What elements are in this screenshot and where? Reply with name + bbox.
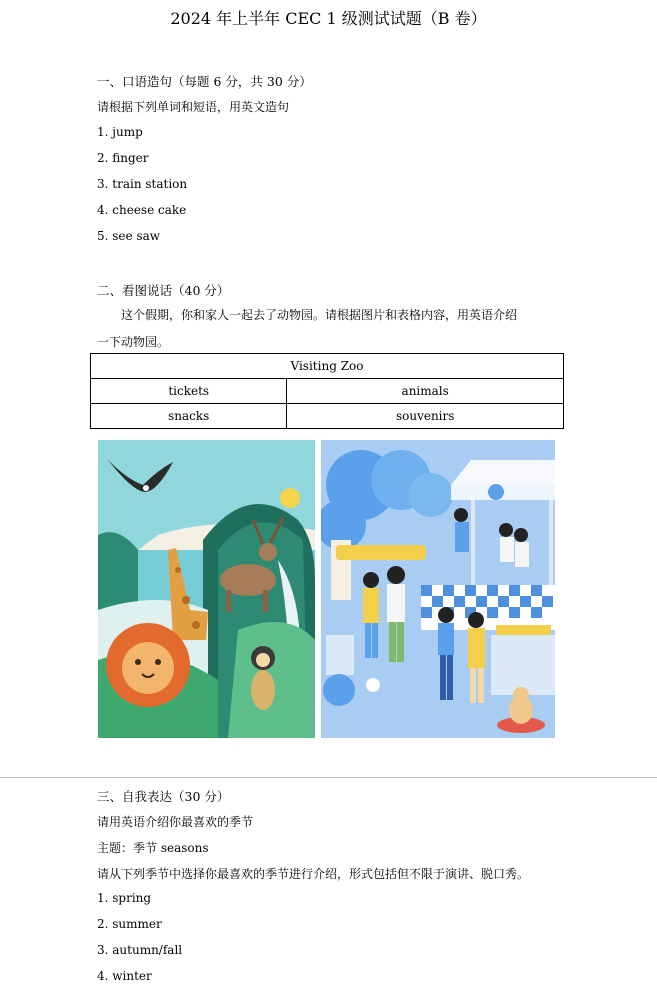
list-item: 3. autumn/fall bbox=[97, 943, 183, 957]
table-header: Visiting Zoo bbox=[91, 354, 564, 379]
section1-instruction: 请根据下列单词和短语，用英文造句 bbox=[97, 100, 290, 114]
list-item: 1. jump bbox=[97, 125, 143, 139]
table-cell: snacks bbox=[91, 404, 287, 429]
section3-heading: 三、自我表达（30 分） bbox=[97, 789, 230, 804]
list-item: 4. cheese cake bbox=[97, 203, 187, 217]
page-divider bbox=[0, 777, 657, 778]
list-item: 2. finger bbox=[97, 151, 149, 165]
zoo-shops-illustration bbox=[321, 440, 555, 738]
page-title: 2024 年上半年 CEC 1 级测试试题（B 卷） bbox=[170, 9, 487, 28]
section2-paragraph-line1: 这个假期，你和家人一起去了动物园。请根据图片和表格内容，用英语介绍 bbox=[121, 308, 518, 322]
table-row bbox=[91, 379, 564, 404]
list-item: 1. spring bbox=[97, 891, 152, 905]
list-item: 3. train station bbox=[97, 177, 188, 191]
zoo-animals-illustration bbox=[98, 440, 315, 738]
section3-theme: 主题：季节 seasons bbox=[97, 841, 209, 855]
section1-heading: 一、口语造句（每题 6 分，共 30 分） bbox=[97, 74, 312, 89]
section3-requirement: 请从下列季节中选择你最喜欢的季节进行介绍，形式包括但不限于演讲、脱口秀。 bbox=[97, 867, 530, 881]
section2-paragraph-line2: 一下动物园。 bbox=[97, 335, 170, 349]
list-item: 4. winter bbox=[97, 969, 152, 983]
visiting-zoo-table bbox=[90, 353, 564, 429]
table-row bbox=[91, 404, 564, 429]
section2-heading: 二、看图说话（40 分） bbox=[97, 283, 230, 298]
table-header-row bbox=[91, 354, 564, 379]
table-cell: souvenirs bbox=[287, 404, 564, 429]
list-item: 5. see saw bbox=[97, 229, 161, 243]
list-item: 2. summer bbox=[97, 917, 162, 931]
table-cell: animals bbox=[287, 379, 564, 404]
table-cell: tickets bbox=[91, 379, 287, 404]
section3-instruction: 请用英语介绍你最喜欢的季节 bbox=[97, 815, 254, 829]
